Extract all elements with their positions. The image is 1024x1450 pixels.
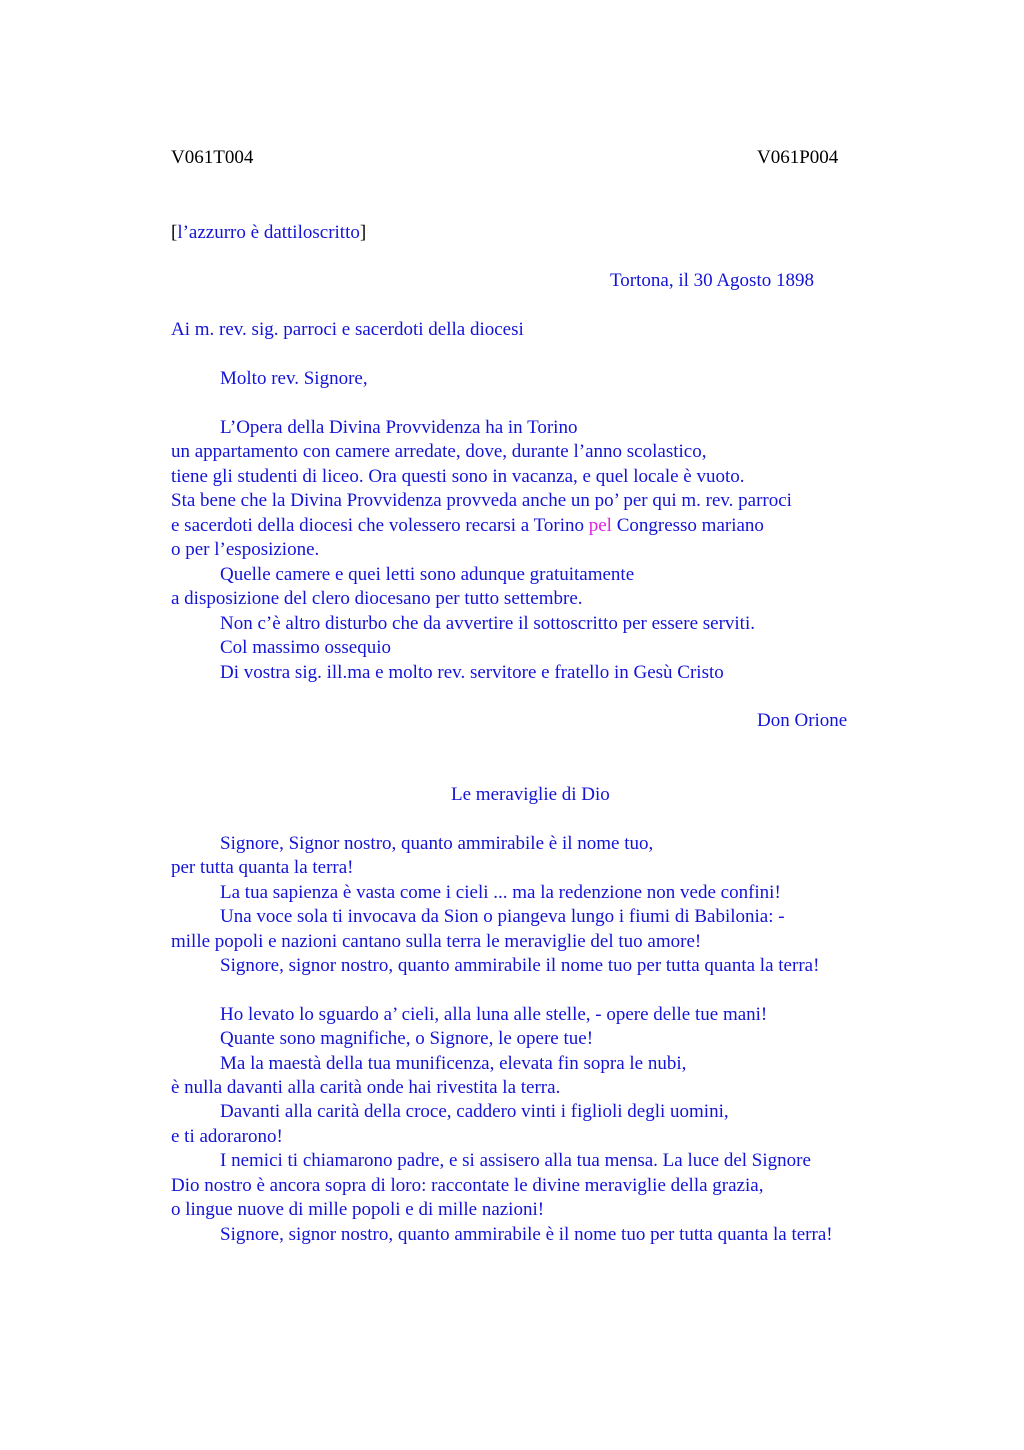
- document-code-right: V061P004: [757, 147, 839, 168]
- poem-line: Signore, Signor nostro, quanto ammirabile è il nome tuo,: [220, 833, 654, 854]
- poem-line: Davanti alla carità della croce, caddero vinti i figlioli degli uomini,: [220, 1101, 729, 1122]
- poem-line: Una voce sola ti invocava da Sion o piangeva lungo i fiumi di Babilonia: -: [220, 906, 785, 927]
- document-code-left: V061T004: [171, 147, 254, 168]
- poem-line: Signore, signor nostro, quanto ammirabile il nome tuo per tutta quanta la terra!: [220, 955, 820, 976]
- letter-line: un appartamento con camere arredate, dove, durante l’anno scolastico,: [171, 441, 707, 462]
- letter-recipient: Ai m. rev. sig. parroci e sacerdoti della diocesi: [171, 319, 524, 340]
- letter-signature: Don Orione: [757, 710, 848, 731]
- letter-closing: Col massimo ossequio: [220, 637, 392, 658]
- poem-line: Dio nostro è ancora sopra di loro: raccontate le divine meraviglie della grazia,: [171, 1175, 764, 1196]
- letter-closing: Di vostra sig. ill.ma e molto rev. servitore e fratello in Gesù Cristo: [220, 662, 724, 683]
- poem-title: Le meraviglie di Dio: [451, 784, 610, 805]
- letter-line: Quelle camere e quei letti sono adunque gratuitamente: [220, 564, 635, 585]
- poem-line: I nemici ti chiamarono padre, e si assisero alla tua mensa. La luce del Signore: [220, 1150, 811, 1171]
- poem-line: Ma la maestà della tua munificenza, elevata fin sopra le nubi,: [220, 1053, 687, 1074]
- poem-line: mille popoli e nazioni cantano sulla terra le meraviglie del tuo amore!: [171, 931, 702, 952]
- note-text: l’azzurro è dattiloscritto: [177, 222, 360, 243]
- poem-line: La tua sapienza è vasta come i cieli ... ma la redenzione non vede confini!: [220, 882, 781, 903]
- letter-line-text: Congresso mariano: [611, 515, 764, 536]
- letter-salutation: Molto rev. Signore,: [220, 368, 368, 389]
- letter-line: [171, 515, 764, 537]
- letter-line: tiene gli studenti di liceo. Ora questi sono in vacanza, e quel locale è vuoto.: [171, 466, 745, 487]
- letter-date: Tortona, il 30 Agosto 1898: [610, 270, 814, 291]
- letter-line-text: e sacerdoti della diocesi che volessero recarsi a Torino: [171, 515, 589, 536]
- poem-line: per tutta quanta la terra!: [171, 857, 354, 878]
- letter-line: L’Opera della Divina Provvidenza ha in Torino: [220, 417, 578, 438]
- poem-line: Ho levato lo sguardo a’ cieli, alla luna alle stelle, - opere delle tue mani!: [220, 1004, 768, 1025]
- poem-line: è nulla davanti alla carità onde hai rivestita la terra.: [171, 1077, 561, 1098]
- handwritten-insertion: pel: [588, 515, 612, 536]
- poem-line: o lingue nuove di mille popoli e di mille nazioni!: [171, 1199, 545, 1220]
- letter-line: Non c’è altro disturbo che da avvertire il sottoscritto per essere serviti.: [220, 613, 755, 634]
- poem-line: e ti adorarono!: [171, 1126, 283, 1147]
- letter-line: o per l’esposizione.: [171, 539, 320, 560]
- letter-line: Sta bene che la Divina Provvidenza provveda anche un po’ per qui m. rev. parroci: [171, 490, 792, 511]
- transcription-note: [171, 222, 366, 244]
- poem-line: Signore, signor nostro, quanto ammirabile è il nome tuo per tutta quanta la terra!: [220, 1224, 833, 1245]
- note-close-bracket: ]: [359, 222, 367, 243]
- poem-line: Quante sono magnifiche, o Signore, le opere tue!: [220, 1028, 594, 1049]
- note-open-bracket: [: [171, 222, 178, 243]
- letter-line: a disposizione del clero diocesano per tutto settembre.: [171, 588, 583, 609]
